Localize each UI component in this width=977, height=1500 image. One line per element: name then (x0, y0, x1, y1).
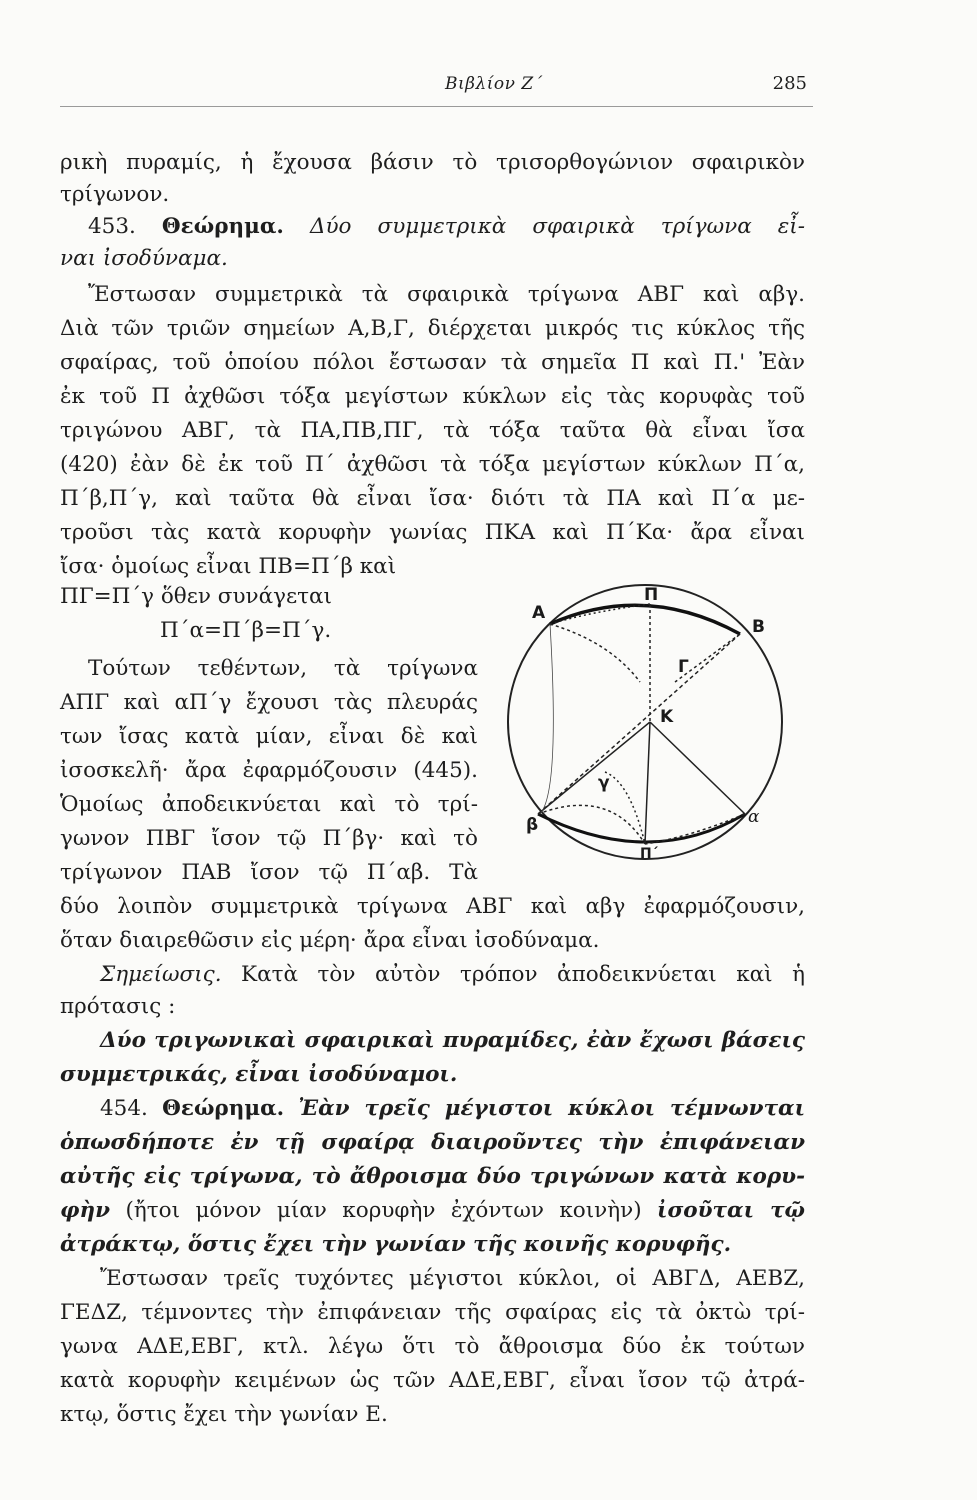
text-line: ΑΠΓ καὶ αΠ΄γ ἔχουσι τὰς πλευράς (60, 690, 478, 715)
text-line: τροῦσι τὰς κατὰ κορυφὴν γωνίας ΠΚΑ καὶ Π΄Κα· ἄρα εἶναι (60, 520, 805, 545)
label-alpha: α (748, 807, 760, 827)
page-header (60, 70, 813, 107)
theorem-statement-line (60, 1198, 805, 1223)
label-K: K (660, 707, 674, 727)
sphere-diagram (490, 582, 790, 872)
text-line: γωνα ΑΔΕ,ΕΒΓ, κτλ. λέγω ὅτι τὸ ἄθροισμα δύο ἐκ τούτων (60, 1334, 805, 1359)
text-line: κτῳ, ὅστις ἔχει τὴν γωνίαν Ε. (60, 1402, 388, 1427)
text-line: ρικὴ πυραμίς, ἡ ἔχουσα βάσιν τὸ τρισορθογώνιον σφαιρικὸν (60, 150, 805, 175)
sphere-figure (490, 582, 790, 872)
text-line: ΠΓ=Π΄γ ὅθεν συνάγεται (60, 584, 332, 609)
theorem-label: Θεώρημα. (161, 214, 284, 239)
label-A: A (532, 603, 546, 623)
meridian-line (540, 624, 553, 814)
theorem-454-heading (60, 1096, 805, 1121)
text-line: τρίγωνον. (60, 182, 170, 207)
arc-gP2 (605, 772, 645, 844)
theorem-statement: ὁπωσδήποτε ἐν τῇ σφαίρᾳ διαιροῦντες τὴν ἐπιφάνειαν (60, 1130, 805, 1155)
label-P-prime: Π΄ (640, 846, 658, 862)
running-title: Βιβλίον Ζ΄ (445, 74, 543, 94)
text-line: Ἔστωσαν συμμετρικὰ τὰ σφαιρικὰ τρίγωνα ΑΒΓ καὶ αβγ. (88, 282, 805, 307)
text-line: ἰσοσκελῆ· ἄρα ἐφαρμόζουσιν (445). (60, 758, 478, 783)
theorem-statement: Ἐὰν τρεῖς μέγιστοι κύκλοι τέμνωνται (298, 1096, 805, 1121)
text-line: Ἔστωσαν τρεῖς τυχόντες μέγιστοι κύκλοι, οἱ ΑΒΓΔ, ΑΕΒΖ, (100, 1266, 805, 1291)
text-line: Π΄β,Π΄γ, καὶ ταῦτα θὰ εἶναι ἴσα· διότι τὰ ΠΑ καὶ Π΄α με- (60, 486, 805, 511)
text-line: πρότασις : (60, 994, 176, 1019)
text-line: γωνον ΠΒΓ ἴσον τῷ Π΄βγ· καὶ τὸ (60, 826, 478, 851)
text-line: ἴσα· ὁμοίως εἶναι ΠΒ=Π΄β καὶ (60, 554, 397, 579)
theorem-label: Θεώρημα. (162, 1096, 285, 1121)
proposition-statement: συμμετρικάς, εἶναι ἰσοδύναμοι. (60, 1062, 458, 1087)
text-line: ΓΕΔΖ, τέμνοντες τὴν ἐπιφάνειαν τῆς σφαίρας εἰς τὰ ὀκτὼ τρί- (60, 1300, 805, 1325)
label-gamma: γ (598, 773, 610, 793)
arc-bK (538, 722, 650, 814)
label-G: Γ (678, 657, 689, 677)
remark-label: Σημείωσις. (100, 962, 222, 987)
text-line: δύο λοιπὸν συμμετρικὰ τρίγωνα ΑΒΓ καὶ αβγ ἐφαρμόζουσιν, (60, 894, 805, 919)
arc-AG (550, 624, 640, 682)
text-line: ἐκ τοῦ Π ἀχθῶσι τόξα μεγίστων κύκλων εἰς τὰς κορυφὰς τοῦ (60, 384, 805, 409)
label-B: B (752, 617, 765, 637)
text-line: (420) ἐὰν δὲ ἐκ τοῦ Π΄ ἀχθῶσι τὰ τόξα μεγίστων κύκλων Π΄α, (60, 452, 805, 477)
theorem-statement: φὴν (60, 1198, 111, 1223)
theorem-statement: ναι ἰσοδύναμα. (60, 246, 228, 271)
arc-Ba (538, 634, 740, 814)
remark-text: Κατὰ τὸν αὐτὸν τρόπον ἀποδεικνύεται καὶ ἡ (241, 962, 805, 987)
text-line: σφαίρας, τοῦ ὁποίου πόλοι ἔστωσαν τὰ σημεῖα Π καὶ Π.' Ἐὰν (60, 350, 805, 375)
arc-Ka (650, 722, 745, 814)
text-line: των ἴσας κατὰ μίαν, εἶναι δὲ καὶ (60, 724, 478, 749)
text-line: Ὁμοίως ἀποδεικνύεται καὶ τὸ τρί- (60, 792, 478, 817)
arc-AB (550, 605, 740, 634)
proposition-statement: Δύο τριγωνικαὶ σφαιρικαὶ πυραμίδες, ἐὰν ἔχωσι βάσεις (100, 1028, 805, 1053)
theorem-number: 453. (88, 214, 136, 239)
text-line: ὅταν διαιρεθῶσιν εἰς μέρη· ἄρα εἶναι ἰσοδύναμα. (60, 928, 600, 953)
theorem-statement: Δύο συμμετρικὰ σφαιρικὰ τρίγωνα εἶ- (309, 214, 805, 239)
label-P: Π (644, 585, 659, 605)
text-line: τριγώνου ΑΒΓ, τὰ ΠΑ,ΠΒ,ΠΓ, τὰ τόξα ταῦτα θὰ εἶναι ἴσα (60, 418, 805, 443)
text-line: Τούτων τεθέντων, τὰ τρίγωνα (88, 656, 478, 681)
remark-line (60, 962, 805, 987)
label-beta: β (526, 815, 539, 835)
equation: Π΄α=Π΄β=Π΄γ. (160, 618, 332, 643)
theorem-statement: ἀτράκτῳ, ὅστις ἔχει τὴν γωνίαν τῆς κοινῆς κορυφῆς. (60, 1232, 732, 1257)
text-line: κατὰ κορυφὴν κειμένων ὡς τῶν ΑΔΕ,ΕΒΓ, εἶναι ἴσον τῷ ἀτρά- (60, 1368, 805, 1393)
theorem-statement: αὐτῆς εἰς τρίγωνα, τὸ ἄθροισμα δύο τριγώνων κατὰ κορυ- (60, 1164, 805, 1189)
theorem-statement: ἰσοῦται τῷ (657, 1198, 806, 1223)
arc-KP2 (645, 722, 650, 844)
text-line: Διὰ τῶν τριῶν σημείων Α,Β,Γ, διέρχεται μικρός τις κύκλος τῆς (60, 316, 805, 341)
theorem-453-heading (60, 214, 805, 239)
theorem-parenthetical: (ἤτοι μόνον μίαν κορυφὴν ἐχόντων κοινὴν) (125, 1198, 642, 1223)
text-line: τρίγωνον ΠΑΒ ἴσον τῷ Π΄αβ. Τὰ (60, 860, 478, 885)
theorem-number: 454. (100, 1096, 148, 1121)
page-number: 285 (772, 73, 807, 94)
